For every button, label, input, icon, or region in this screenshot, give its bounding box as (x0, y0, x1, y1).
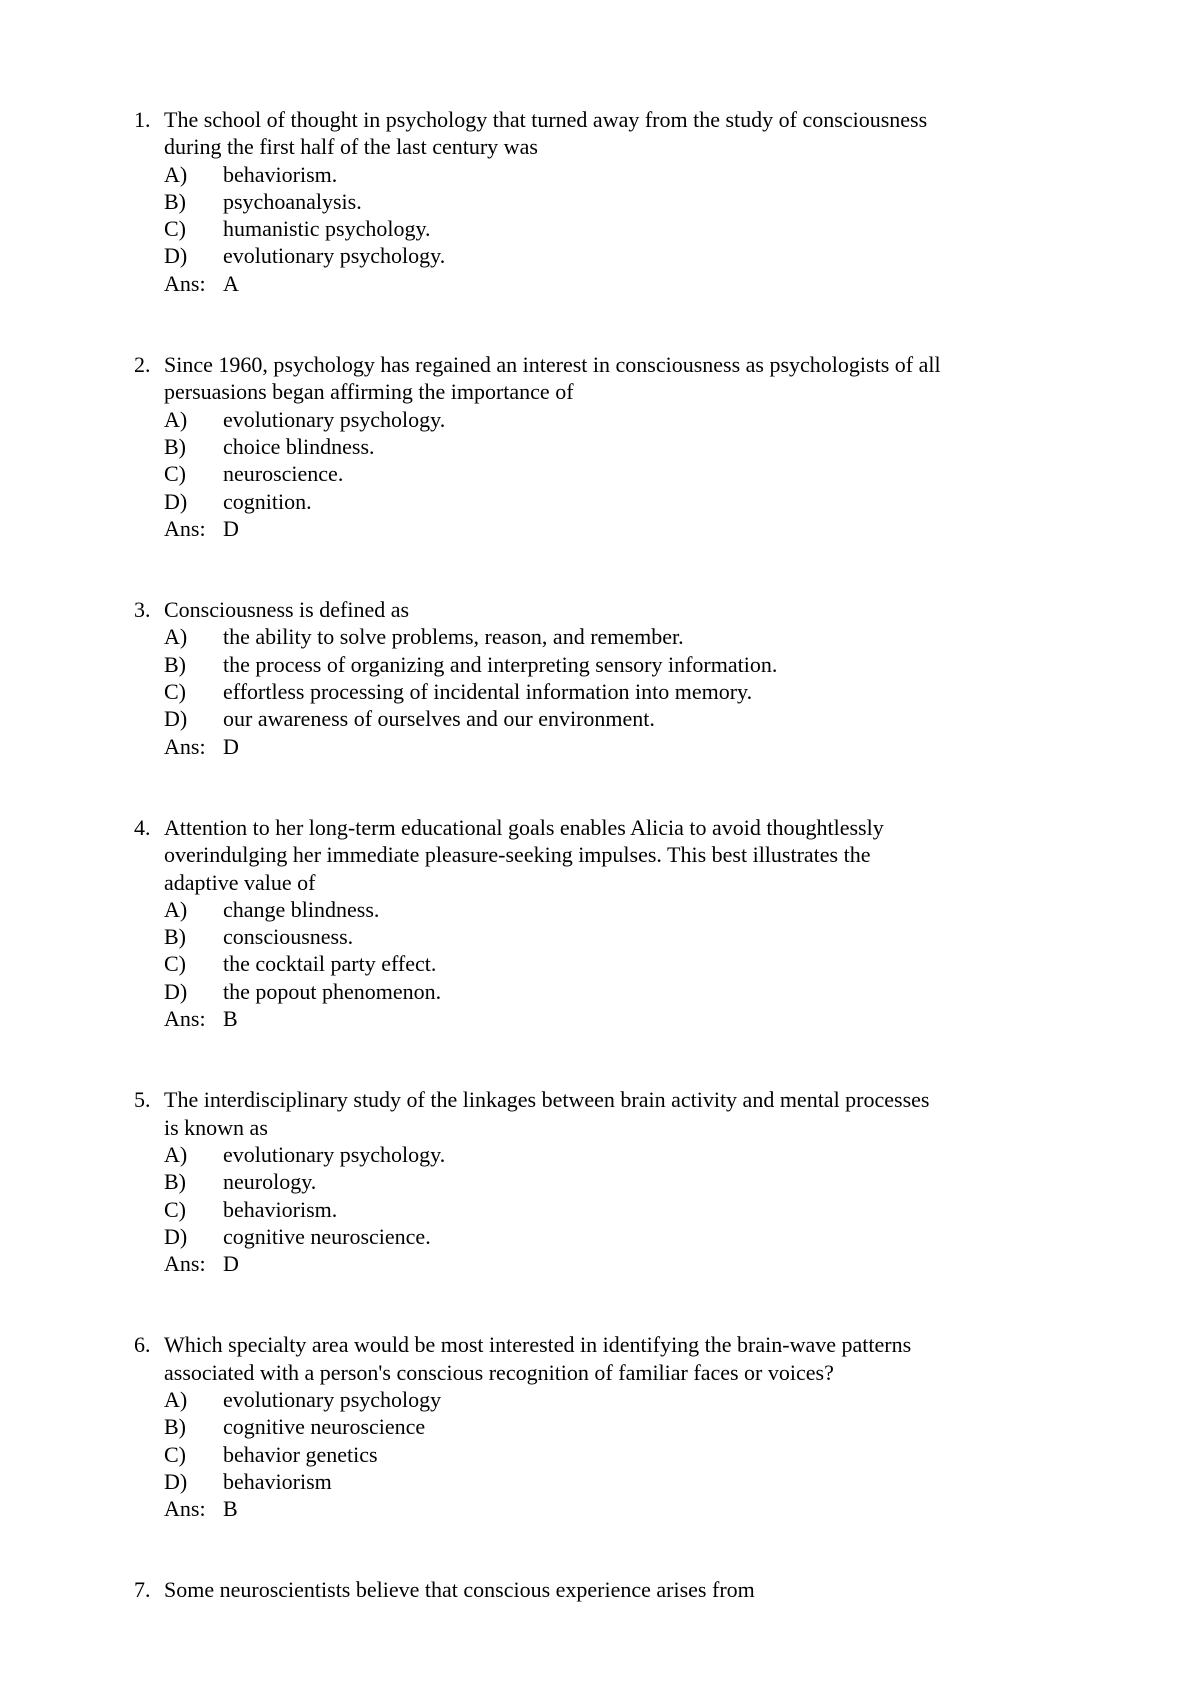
question-number: 4. (134, 814, 151, 840)
option-text: neurology. (223, 1169, 317, 1195)
answer-label: Ans: (164, 270, 206, 296)
option-letter: D) (164, 978, 188, 1004)
option-letter: A) (164, 624, 188, 650)
answer-option (164, 406, 1054, 433)
answer-value: D (223, 1251, 239, 1277)
answer-option (164, 623, 1054, 650)
option-letter: C) (164, 1441, 186, 1467)
question-item (134, 596, 1054, 760)
option-letter: A) (164, 1386, 188, 1412)
option-text: consciousness. (223, 924, 354, 950)
answer-option (164, 161, 1054, 188)
answer-key (164, 1005, 1054, 1032)
option-text: evolutionary psychology. (223, 243, 446, 269)
answer-option (164, 460, 1054, 487)
question-stem-line: Attention to her long-term educational goals enables Alicia to avoid thoughtlessly (164, 814, 884, 840)
answer-option (164, 1468, 1054, 1495)
answer-option (164, 923, 1054, 950)
question-stem-line: Some neuroscientists believe that conscious experience arises from (164, 1577, 755, 1603)
question-item (134, 1331, 1054, 1522)
question-item (134, 106, 1054, 297)
answer-value: B (223, 1496, 238, 1522)
question-stem-line: Since 1960, psychology has regained an interest in consciousness as psychologists of all (164, 352, 941, 378)
option-letter: B) (164, 1414, 186, 1440)
answer-option (164, 1441, 1054, 1468)
question-list (134, 106, 1054, 1658)
option-letter: C) (164, 461, 186, 487)
answer-option (164, 950, 1054, 977)
option-text: cognitive neuroscience (223, 1414, 426, 1440)
option-text: behaviorism. (223, 1196, 338, 1222)
option-text: evolutionary psychology. (223, 1141, 446, 1167)
option-letter: A) (164, 1141, 188, 1167)
question-stem-line: is known as (164, 1114, 268, 1140)
option-text: the popout phenomenon. (223, 978, 442, 1004)
option-letter: D) (164, 488, 188, 514)
question-number: 2. (134, 352, 151, 378)
option-text: behaviorism (223, 1468, 332, 1494)
question-item (134, 351, 1054, 542)
answer-option (164, 678, 1054, 705)
answer-option (164, 242, 1054, 269)
answer-option (164, 651, 1054, 678)
option-letter: B) (164, 651, 186, 677)
answer-key (164, 270, 1054, 297)
option-letter: B) (164, 924, 186, 950)
option-letter: D) (164, 706, 188, 732)
answer-label: Ans: (164, 733, 206, 759)
option-letter: D) (164, 1223, 188, 1249)
answer-key (164, 733, 1054, 760)
answer-option (164, 215, 1054, 242)
question-item (134, 1086, 1054, 1277)
option-letter: B) (164, 433, 186, 459)
option-letter: A) (164, 406, 188, 432)
option-text: behavior genetics (223, 1441, 378, 1467)
question-body (164, 1086, 1054, 1277)
question-stem-line: The interdisciplinary study of the linkages between brain activity and mental processes (164, 1087, 930, 1113)
question-number: 7. (134, 1577, 151, 1603)
question-body (164, 351, 1054, 542)
answer-label: Ans: (164, 1251, 206, 1277)
answer-value: A (223, 270, 239, 296)
question-stem-line: during the first half of the last century was (164, 134, 538, 160)
answer-key (164, 1495, 1054, 1522)
question-stem-line: associated with a person's conscious recognition of familiar faces or voices? (164, 1359, 834, 1385)
answer-option (164, 1141, 1054, 1168)
question-item (134, 1576, 1054, 1603)
answer-option (164, 978, 1054, 1005)
question-item (134, 814, 1054, 1032)
option-text: evolutionary psychology. (223, 406, 446, 432)
option-letter: C) (164, 951, 186, 977)
answer-value: B (223, 1006, 238, 1032)
question-body (164, 596, 1054, 760)
option-letter: C) (164, 679, 186, 705)
option-letter: C) (164, 1196, 186, 1222)
option-text: the cocktail party effect. (223, 951, 437, 977)
option-letter: B) (164, 1169, 186, 1195)
option-text: choice blindness. (223, 433, 375, 459)
option-text: humanistic psychology. (223, 216, 431, 242)
option-text: effortless processing of incidental information into memory. (223, 679, 753, 705)
option-text: cognitive neuroscience. (223, 1223, 431, 1249)
answer-option (164, 433, 1054, 460)
question-stem-line: persuasions began affirming the importance of (164, 379, 574, 405)
question-stem-line: Which specialty area would be most interested in identifying the brain-wave patterns (164, 1332, 912, 1358)
question-body (164, 1331, 1054, 1522)
option-text: the process of organizing and interpreting sensory information. (223, 651, 778, 677)
question-stem-line: Consciousness is defined as (164, 597, 410, 623)
answer-option (164, 1196, 1054, 1223)
option-letter: D) (164, 1468, 188, 1494)
question-stem-line: adaptive value of (164, 869, 316, 895)
answer-option (164, 188, 1054, 215)
answer-value: D (223, 515, 239, 541)
option-letter: A) (164, 161, 188, 187)
answer-label: Ans: (164, 1496, 206, 1522)
question-number: 1. (134, 107, 151, 132)
answer-key (164, 515, 1054, 542)
answer-key (164, 1250, 1054, 1277)
answer-label: Ans: (164, 1006, 206, 1032)
option-text: the ability to solve problems, reason, and remember. (223, 624, 684, 650)
answer-option (164, 705, 1054, 732)
answer-option (164, 1223, 1054, 1250)
question-body (164, 814, 1054, 1032)
question-body (164, 106, 1054, 297)
option-text: behaviorism. (223, 161, 338, 187)
option-letter: D) (164, 243, 188, 269)
answer-label: Ans: (164, 515, 206, 541)
answer-option (164, 1168, 1054, 1195)
option-text: psychoanalysis. (223, 188, 362, 214)
option-text: cognition. (223, 488, 312, 514)
option-text: evolutionary psychology (223, 1386, 442, 1412)
answer-value: D (223, 733, 239, 759)
question-body (164, 1576, 1054, 1603)
option-text: neuroscience. (223, 461, 344, 487)
question-number: 3. (134, 597, 151, 623)
question-number: 5. (134, 1087, 151, 1113)
answer-option (164, 1386, 1054, 1413)
option-text: our awareness of ourselves and our environment. (223, 706, 655, 732)
answer-option (164, 488, 1054, 515)
option-text: change blindness. (223, 896, 380, 922)
question-stem-line: The school of thought in psychology that turned away from the study of consciousness (164, 107, 928, 132)
question-number: 6. (134, 1332, 151, 1358)
question-stem-line: overindulging her immediate pleasure-seeking impulses. This best illustrates the (164, 842, 871, 868)
option-letter: C) (164, 216, 186, 242)
answer-option (164, 896, 1054, 923)
answer-option (164, 1413, 1054, 1440)
option-letter: A) (164, 896, 188, 922)
option-letter: B) (164, 188, 186, 214)
